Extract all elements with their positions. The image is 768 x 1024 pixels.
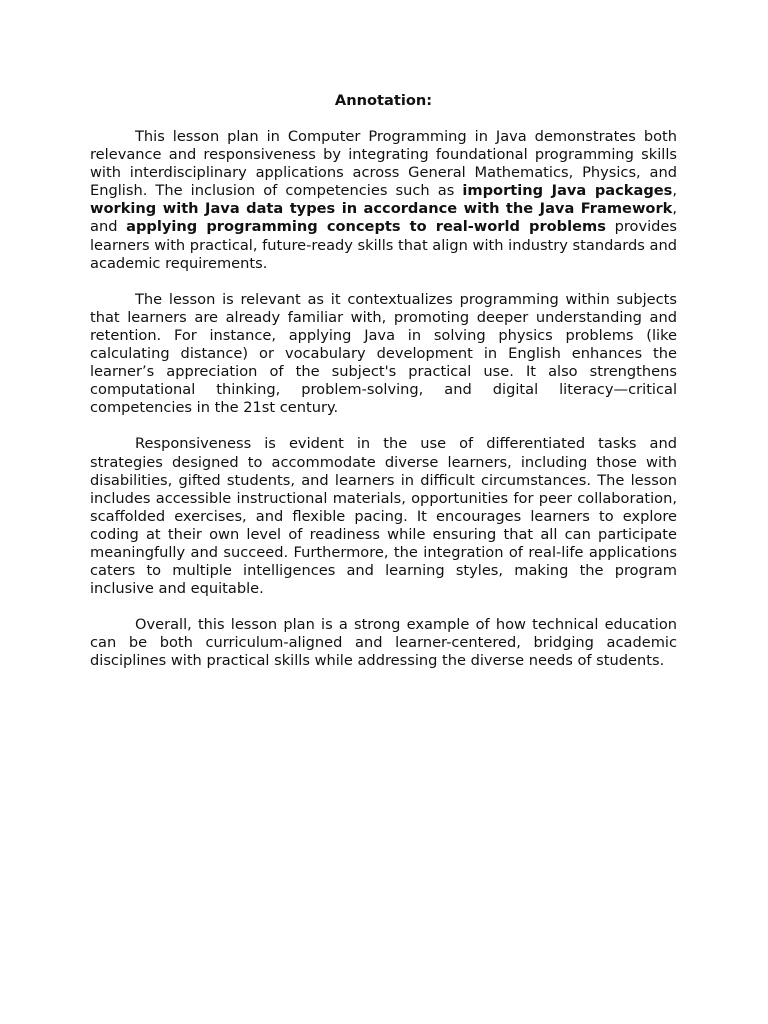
competency-real-world-problems: applying programming concepts to real-world problems <box>126 218 606 236</box>
paragraph-overview-text-4: provides learners with practical, future-ready skills that align with industry standards and academic requirements. <box>90 218 677 272</box>
paragraph-responsiveness: Responsiveness is evident in the use of differentiated tasks and strategies designed to accommodate diverse learners, including those with disabilities, gifted students, and learners in difficult circumstances. The lesson includes accessible instructional materials, opportunities for peer collaboration, scaffolded exercises, and flexible pacing. It encourages learners to explore coding at their own level of readiness while ensuring that all can participate meaningfully and succeed. Furthermore, the integration of real-life applications caters to multiple intelligences and learning styles, making the program inclusive and equitable. <box>90 435 677 598</box>
paragraph-overview-text-1: This lesson plan in Computer Programming in Java demonstrates both relevance and responsiveness by integrating foundational programming skills with interdisciplinary applications across General Mathematics, Physics, and English. The inclusion of competencies such as <box>90 128 677 200</box>
paragraph-relevance: The lesson is relevant as it contextualizes programming within subjects that learners are already familiar with, promoting deeper understanding and retention. For instance, applying Java in solving physics problems (like calculating distance) or vocabulary development in English enhances the learner’s appreciation of the subject's practical use. It also strengthens computational thinking, problem-solving, and digital literacy—critical competencies in the 21st century. <box>90 290 677 417</box>
document-body <box>90 92 677 689</box>
paragraph-conclusion: Overall, this lesson plan is a strong example of how technical education can be both curriculum-aligned and learner-centered, bridging academic disciplines with practical skills while addressing the diverse needs of students. <box>90 616 677 670</box>
paragraph-overview-text-2: , <box>672 182 677 200</box>
competency-importing-packages: importing Java packages <box>462 182 673 200</box>
paragraph-overview <box>90 128 677 273</box>
document-heading: Annotation: <box>334 92 433 109</box>
paragraph-overview-text-3: , and <box>90 200 677 236</box>
competency-java-data-types: working with Java data types in accordance with the Java Framework <box>90 200 673 218</box>
